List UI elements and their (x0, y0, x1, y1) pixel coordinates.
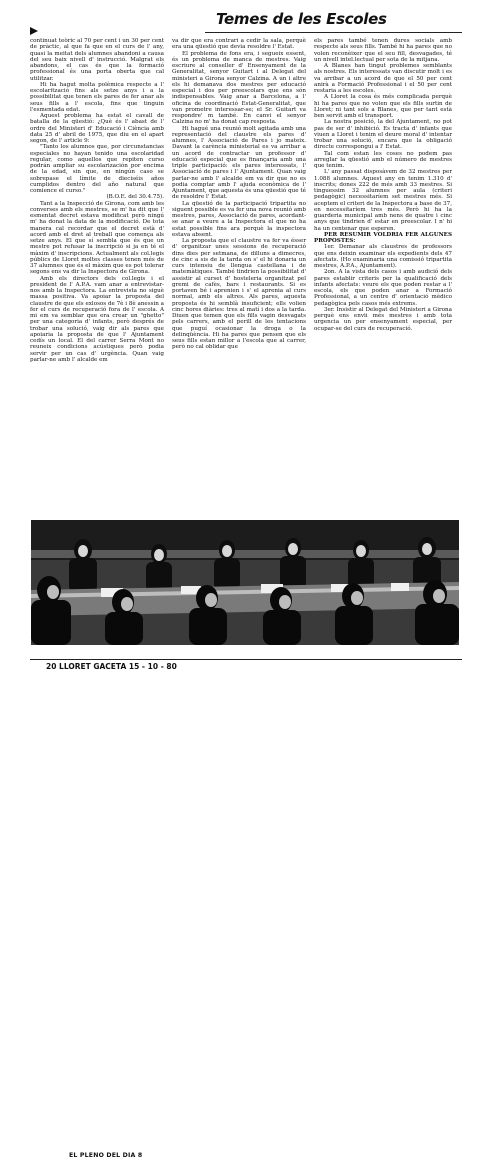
paragraph: va dir que era contrari a cedir la sala, perquè era una qüestió que devia resoldre l' Estat. (172, 38, 306, 51)
quote-paragraph: "Tanto los alumnos que, por circunstancias especiales no hayan tenido una escolaridad regular, como aquellos que repiten curso podrán ampliar su escolarización por encima de la edad, sin que, en ningún caso se sobrepase el límite de dieciséis años cumplidos dentro del año natural que comience el curso." (30, 144, 164, 194)
proposal-item: 3er. Insistir al Delegat del Ministeri a Girona perquè ens envii més mestres i amb tota urgencia un per ensenyament especial, per ocupar-se del curs de recuperació. (314, 306, 452, 332)
paragraph: A Lloret la cosa és més complicada perquè hi ha pares que no volen que els fills surtin de Lloret; ni tant sols a Blanes, que per tant està ben servit amb el transport. (314, 94, 452, 119)
footer-rule (30, 659, 462, 660)
paragraph: A Blanes han tingut problemes semblants als nostres. Els interessats van discutir molt i es va arribar a un acord de que el 50 per cent anirà a Formació Professional i el 50 per cent restaria a les escoles. (314, 63, 452, 94)
article-column-1 (30, 38, 164, 516)
paragraph: Amb els directors dels col.legis i el president de l' A.P.A. vam anar a entrevistar-nos amb la Inspectora. La entrevista no siguè massa positiva. Va apoiar la proposta del claustre de que els exlosos de 7è i 8è anessin a fer el curs de recuperació fora de l' escola. A mi em va semblar que era crear un "ghetto" per una categoria d' infants, però després de trobar una solució, vaig dir als pares que apoiaria la proposta de que l' Ajuntament cedís un local. El del carrer Serra Mont no reuneix condicions acústiques però podia servir per un cas d' urgència. Quan vaig parlar-ne amb l' alcalde em (30, 275, 164, 363)
citation: (B.O.E. del 30.4.75). (106, 194, 164, 201)
paragraph: continuat teòric al 70 per cent i un 30 per cent de pràctic, al que fa que en el curs de l' any, quasi la meitat dels alumnes abandoni a causa del seu baix nivell d' instrucció. Malgrat els abandons, el cas és que la formació professional és una porta oberta que cal utilitzar. (30, 38, 164, 82)
paragraph: Hi hagué una reunió molt agitada amb una representació del claustre els pares d' alumnes, l' Associació de Pares i jo mateix. Davant la carència ministerial es va arribar a un acord de contractar un professor d' educació especial que es finançaria amb una triple participació: els pares interessats, l' Associació de pares i l' Ajuntament. Quan vaig parlar-ne amb l' alcalde em va dir que no es podia comptar amb l' ajuda econòmica de l' Ajuntament, que aquesta és una qüestió que té de resoldre l' Estat. (172, 125, 306, 201)
paragraph: Tant a la Inspecció de Girona, com amb les converses amb els mestres, se m' ha dit que l' esmentat decret estava modificat però ningú m' ha donat la data de la modificació. De tota manera cal recordar que el decret està d' acord amb el dret al treball que comença als setze anys. El que sí sembla que és que un mestre pot refusar la inscripció si ja en té el màxim d' inscripcions. Actualment als col.legis públics de Lloret moltes classes tenen més de 37 alumnes que és el màxim que es pot tolerar segons ens va dir la Inspectora de Girona. (30, 200, 164, 276)
paragraph: Hi ha hagut molta polèmica respecte a l' escolarització fins als setze anys i a la possibilitat que tenen els pares de fer anar als seus fills a l' escola, fins que tinguin l'esmentada edat. (30, 81, 164, 113)
proposals-heading: PER RESUMIR VOLDRIA FER ALGUNES PROPOSTES: (314, 231, 452, 244)
photo-caption: EL PLENO DEL DIA 8 (65, 1151, 146, 1160)
article-column-3 (314, 38, 452, 516)
paragraph: La proposta que el claustre va fer va ésser d' organitzar unes sessions de recuperació dins dies per setmana, de dilluns a dimecres, de cinc a sis de la tarda on s' el hi donaria un curs intensiu de llengua castellana i de matemàtiques. També tindrien la possibilitat d' assistir al curset d' hosteleria organitzat pel gremi de cafès, bars i restaurants. Si es portaven bé i aprenien i s' el aprenia al curs normal, amb els altres. Als pares, aquesta proposta és hi semblà insuficient; ells volien cinc hores diàries: tres al matí i dos a la tarda. Diuen que temen que els fills vagin desvagats pels carrers, amb el perill de les tentacions que puguí ocasionar la droga o la delinqüència. Hi ha pares que pensen que els seus fills estan millor a l'escola que al carrer, però no cal oblidar que (172, 238, 306, 351)
paragraph: La nostra posició, la del Ajuntament, no pot pas de ser d' inhibició. Es tracta d' infants que viuen a Lloret i tenim el deure moral d' intentar trobar una solució, encara que la obligació directe correspongui a l' Estat. (314, 119, 452, 151)
page-footer: 20 LLORET GACETA 15 - 10 - 80 (46, 662, 177, 671)
paragraph: Tal com estan les coses no podem pas arreglar la qüestió amb el número de mestres que tenim. (314, 150, 452, 169)
section-title: Temes de les Escoles (216, 10, 387, 28)
paragraph: El problema de fons era, i segueix essent, és un problema de manca de mestres. Vaig escriure al conseller d' Ensenyament de la Generalitat, senyor Guitart i al Delegat del ministeri a Girona senyor Calzina. A un i altre els hi demanava dos mestres per educació especial i dos per preescolars que ens són indispensables. Vaig anar a Barcelona, a l' oficina de coordinació Estat-Generalitat, que van prometre interessar-se; el Sr. Guitart va respondre' m també. En canvi el senyor Calzina no m' ha donat cap resposta. (172, 50, 306, 126)
meeting-photo-image (31, 520, 459, 645)
paragraph: L' any passat disposàvem de 32 mestres per 1.088 alumnes. Aquest any en tenim 1.310 d' inscrits; dones 222 de més amb 33 mestres. Si tinguessim 32 alumnes per aula (criteri pedagògic) necessitaríem set mestres més. Si aceptem el criteri de la Inspectora a base de 37, en necessitaríem tres més. Però hi ha la guarderia municipal amb nens de quatre i cinc anys que tindrien d' estar en preescolar. I n' hi ha un centenar que esperen. (314, 169, 452, 232)
paragraph: els pares també tenen dures socials amb respecte als seus fills. També hi ha pares que no volen reconèixer que el seu fill, desvagades, té un nivell intel.lectual per sota de la mitjana. (314, 38, 452, 63)
article-column-2 (172, 38, 306, 516)
title-rule (205, 32, 462, 33)
proposal-item: 2on. A la vista dels casos i amb audició dels pares establir criteris per la qualificació dels infants afectats: veure els que poden restar a l' escola, els que poden anar a Formació Professional, a un centre d' orientació mèdico pedagògica pels casos més extrems. (314, 269, 452, 307)
arrow-icon (30, 27, 38, 35)
proposal-item: 1er. Demanar als claustres de professors que ens deixin examinar els expedients dels 47 afectats. (Ho examinaria una comissió tripartita mestres, A.P.A., Ajuntament). (314, 244, 452, 269)
paragraph: La qüestió de la participació tripartita no siguent possible es va fer una nova reunió amb mestres, pares, Associació de pares, acordant-se anar a veure a la Inspectora el que no ha estat possible fins ara perquè la inspectora estava absent. (172, 200, 306, 238)
paragraph: Aquest problema ha estat el cavall de batalla de la qüestió: ¿Què és l' abast de l' ordre del Ministeri d' Educació i Ciència amb data 25 d' abril de 1975, que diu en el apart segon, de l' article 9: (30, 113, 164, 144)
